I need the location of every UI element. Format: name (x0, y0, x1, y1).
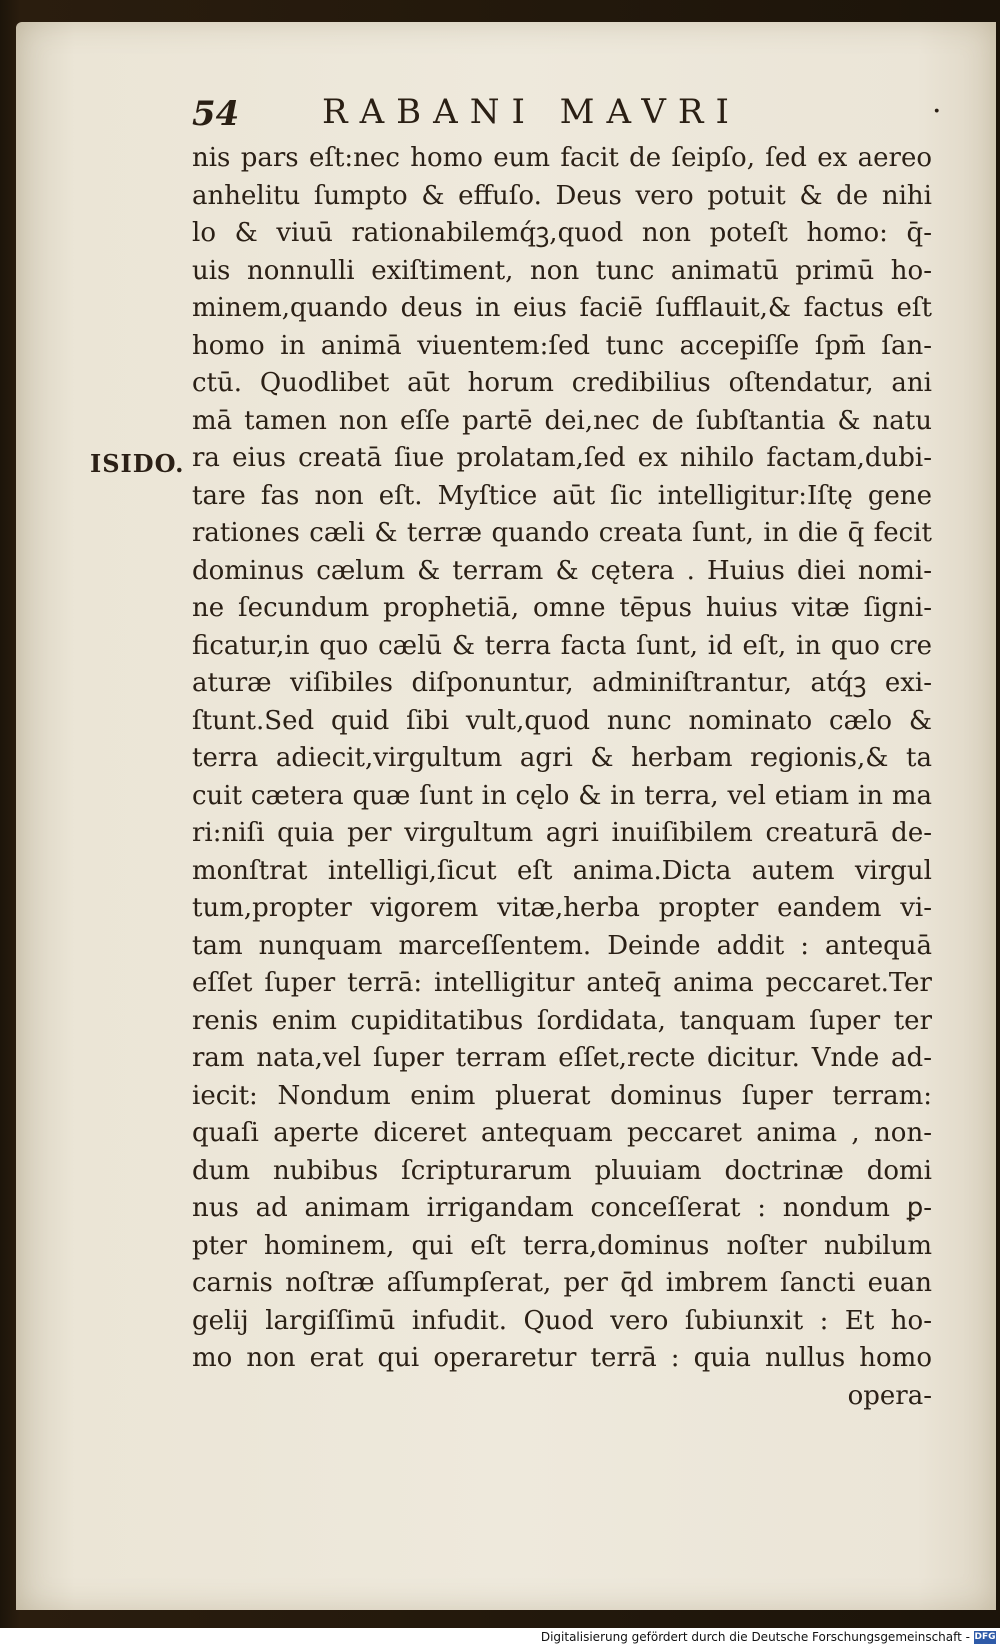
text-line: iecit: Nondum enim pluerat dominus ſuper terram: (192, 1080, 932, 1111)
text-line: cuit cætera quæ ſunt in cęlo & in terra, vel etiam in ma (192, 780, 932, 811)
text-line: homo in animā viuentem:ſed tunc accepiſſe ſpm̄ ſan- (192, 330, 932, 361)
text-line: uis nonnulli exiſtiment, non tunc animatū primū ho- (192, 255, 932, 286)
dfg-logo: DFG (974, 1632, 996, 1642)
text-line: nis pars eſt:nec homo eum facit de ſeipſo, ſed ex aereo (192, 143, 932, 173)
body-text (192, 140, 932, 1415)
text-line: gelij largiſſimū infudit. Quod vero ſubiunxit : Et ho- (192, 1305, 932, 1336)
text-line: mo non erat qui operaretur terrā : quia nullus homo (192, 1343, 932, 1373)
text-line: ſtunt.Sed quid ſibi vult,quod nunc nominato cælo & (192, 705, 932, 736)
text-line: aturæ viſibiles diſponuntur, adminiſtrantur, atq́ꝫ exi- (192, 668, 932, 698)
text-line: quaſi aperte diceret antequam peccaret anima , non- (192, 1118, 932, 1148)
text-line: dum nubibus ſcripturarum pluuiam doctrinæ domi (192, 1155, 932, 1186)
text-line: tam nunquam marceſſentem. Deinde addit : antequā (192, 930, 932, 961)
text-line: ne ſecundum prophetiā, omne tēpus huius vitæ ſigni- (192, 593, 932, 623)
text-line: ri:niſi quia per virgultum agri inuiſibilem creaturā de- (192, 818, 932, 848)
text-line: ctū. Quodlibet aūt horum credibilius oſtendatur, ani (192, 368, 932, 398)
text-line: monſtrat intelligi,ſicut eſt anima.Dicta autem virgul (192, 855, 932, 886)
text-line: nus ad animam irrigandam conceſſerat : nondum ꝑ- (192, 1193, 932, 1223)
text-line: tare fas non eſt. Myſtice aūt ſic intelligitur:Iſtę gene (192, 480, 932, 511)
text-line: rationes cæli & terræ quando creata ſunt, in die q̄ fecit (192, 518, 932, 548)
text-line: carnis noſtræ aſſumpſerat, per q̄d imbrem ſancti euan (192, 1268, 932, 1298)
text-line: tum,propter vigorem vitæ,herba propter eandem vi- (192, 893, 932, 923)
page-number: 54 (192, 94, 240, 134)
text-line: pter hominem, qui eſt terra,dominus noſter nubilum (192, 1230, 932, 1261)
text-line: ram nata,vel ſuper terram eſſet,recte dicitur. Vnde ad- (192, 1043, 932, 1073)
catchword: opera- (847, 1380, 932, 1411)
text-line: renis enim cupiditatibus ſordidata, tanquam ſuper ter (192, 1005, 932, 1036)
margin-note: ISIDO. (90, 449, 185, 478)
running-title: RABANI MAVRI (322, 92, 741, 132)
text-line: eſſet ſuper terrā: intelligitur anteq̄ anima peccaret.Ter (192, 968, 932, 998)
text-line: terra adiecit,virgultum agri & herbam regionis,& ta (192, 743, 932, 773)
text-line: ra eius creatā ſiue prolatam,ſed ex nihilo factam,dubi- (192, 443, 932, 473)
running-head (192, 90, 952, 140)
text-line: dominus cælum & terram & cętera . Huius diei nomi- (192, 555, 932, 586)
head-mark: · (932, 94, 942, 129)
digitization-footer (0, 1628, 1000, 1648)
text-line: mā tamen non eſſe partē dei,nec de ſubſtantia & natu (192, 405, 932, 436)
text-line: anhelitu ſumpto & effuſo. Deus vero potuit & de nihi (192, 180, 932, 211)
funding-notice: Digitalisierung gefördert durch die Deutsche Forschungsgemeinschaft - (540, 1630, 970, 1644)
text-line: minem,quando deus in eius faciē ſufflauit,& factus eſt (192, 293, 932, 323)
text-line: ficatur,in quo cælū & terra facta ſunt, id eſt, in quo cre (192, 630, 932, 661)
text-line: lo & viuū rationabilemq́ꝫ,quod non poteſt homo: q̄- (192, 218, 932, 248)
